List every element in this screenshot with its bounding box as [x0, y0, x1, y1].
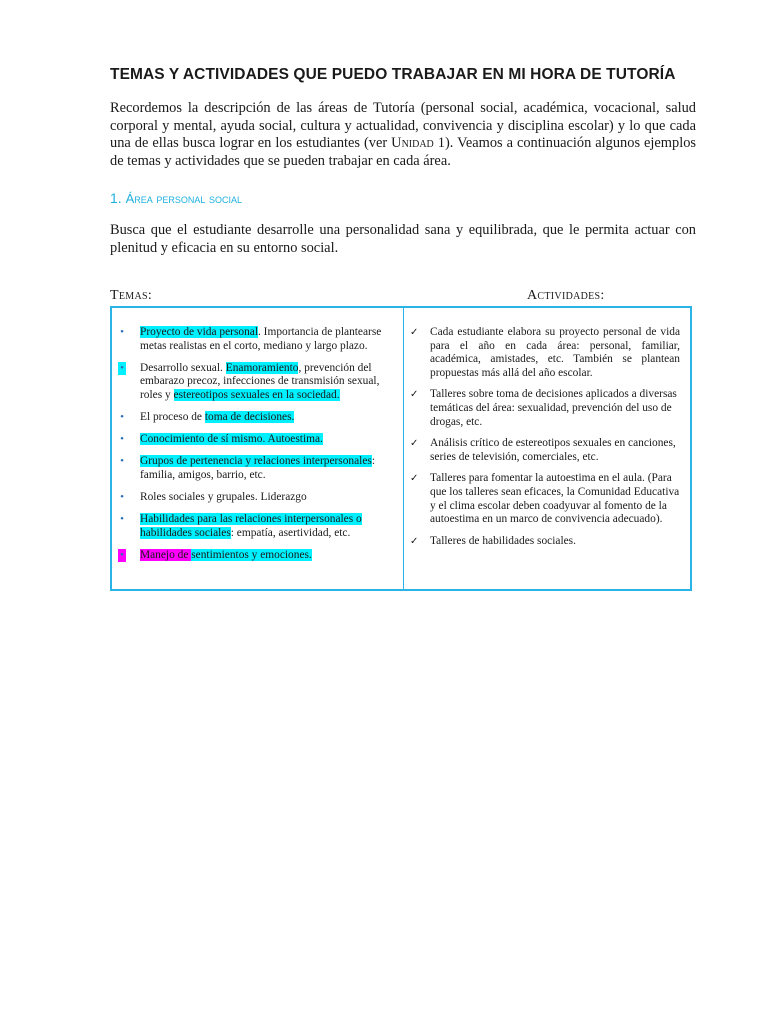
topic-highlight: Grupos de pertenencia y relaciones interpersonales: [140, 455, 372, 468]
activity-text: Análisis crítico de estereotipos sexuales en canciones, series de televisión, comerciales, etc.: [430, 437, 676, 463]
bullet-dot-icon: •: [120, 326, 124, 338]
intro-text-after: 1). Veamos a continuación algunos ejemplos de temas y actividades que se pueden trabajar en cada área.: [110, 135, 696, 169]
checkmark-icon: ✓: [410, 535, 419, 547]
bullet-dot-icon: •: [120, 410, 124, 423]
list-item: [118, 455, 383, 482]
topic-highlight: toma de decisiones.: [204, 410, 295, 423]
list-item: [118, 326, 383, 353]
checkmark-icon: ✓: [410, 473, 419, 485]
topics-activities-table: [110, 306, 692, 591]
topic-text: : empatía, asertividad, etc.: [230, 526, 351, 539]
topic-text: El proceso de: [140, 410, 205, 423]
topic-text: , prevención del embarazo precoz, infecciones de transmisión sexual, roles y: [140, 361, 380, 401]
topic-highlight: Enamoramiento: [225, 361, 299, 374]
topic-text: Desarrollo sexual.: [140, 361, 226, 374]
topic-highlight: Habilidades para las relaciones interpersonales o habilidades sociales: [140, 512, 362, 539]
activity-text: Talleres sobre toma de decisiones aplicados a diversas temáticas del área: sexualidad, prevención del uso de drogas, etc.: [430, 388, 677, 428]
list-item: [118, 549, 383, 563]
list-item: [410, 535, 680, 549]
topic-highlight: Conocimiento de sí mismo. Autoestima.: [140, 433, 323, 446]
bullet-dot-icon: •: [120, 512, 124, 525]
topic-highlight: sentimientos y emociones.: [191, 548, 312, 561]
page-title: TEMAS Y ACTIVIDADES QUE PUEDO TRABAJAR EN MI HORA DE TUTORÍA: [110, 66, 676, 83]
checkmark-icon: ✓: [410, 327, 419, 338]
topic-text: Roles sociales y grupales. Liderazgo: [140, 490, 307, 503]
section-number: 1.: [110, 190, 122, 206]
section-heading-text: Área personal social: [125, 191, 243, 206]
activities-list: [410, 326, 680, 548]
list-item: [118, 411, 383, 425]
list-item: [410, 437, 680, 464]
activity-text: Talleres para fomentar la autoestima en el aula. (Para que los talleres sean eficaces, la Comunidad Educativa y el clima escolar deben coadyuvar al fomento de la autoestima en un marco de convivencia adecuado).: [430, 472, 680, 526]
list-item: [410, 388, 680, 429]
topic-highlight: Proyecto de vida personal: [140, 326, 258, 338]
checkmark-icon: ✓: [410, 438, 419, 450]
topics-list: [118, 326, 383, 562]
intro-paragraph: [110, 100, 696, 170]
activities-column-header: Actividades:: [527, 288, 605, 303]
section-description: Busca que el estudiante desarrolle una personalidad sana y equilibrada, que le permita actuar con plenitud y eficacia en su entorno social.: [110, 222, 696, 256]
section-heading: [110, 190, 242, 206]
list-item: [410, 326, 680, 380]
intro-unit-reference: Unidad: [391, 135, 434, 151]
topic-text: : familia, amigos, barrio, etc.: [140, 455, 376, 481]
topics-column: [112, 308, 404, 589]
list-item: [410, 472, 680, 526]
list-item: [118, 433, 383, 447]
topic-text: Manejo de: [140, 548, 192, 561]
activity-text: Talleres de habilidades sociales.: [430, 534, 576, 547]
list-item: [118, 513, 383, 540]
bullet-dot-icon: •: [120, 490, 124, 503]
checkmark-icon: ✓: [410, 389, 419, 401]
bullet-dot-icon: •: [120, 433, 124, 446]
bullet-dot-icon: •: [120, 455, 124, 468]
activity-text: Cada estudiante elabora su proyecto personal de vida para el año en cada área: personal, familiar, académica, amistades, etc. También se plantean propuestas más allá del año escolar.: [430, 326, 680, 379]
bullet-dot-icon: •: [118, 362, 126, 376]
list-item: [118, 491, 383, 505]
activities-column: [404, 308, 690, 589]
intro-text-before: Recordemos la descripción de las áreas de Tutoría (personal social, académica, vocacional, salud corporal y mental, ayuda social, cultura y actualidad, convivencia y disciplina escolar) y lo que cada una de ellas busca lograr en los estudiantes (ver: [110, 100, 696, 151]
bullet-dot-icon: •: [118, 549, 126, 563]
list-item: [118, 362, 383, 403]
topics-column-header: Temas:: [110, 288, 153, 303]
topic-highlight: estereotipos sexuales en la sociedad.: [173, 388, 340, 401]
topic-text: . Importancia de plantearse metas realistas en el corto, mediano y largo plazo.: [140, 326, 382, 352]
